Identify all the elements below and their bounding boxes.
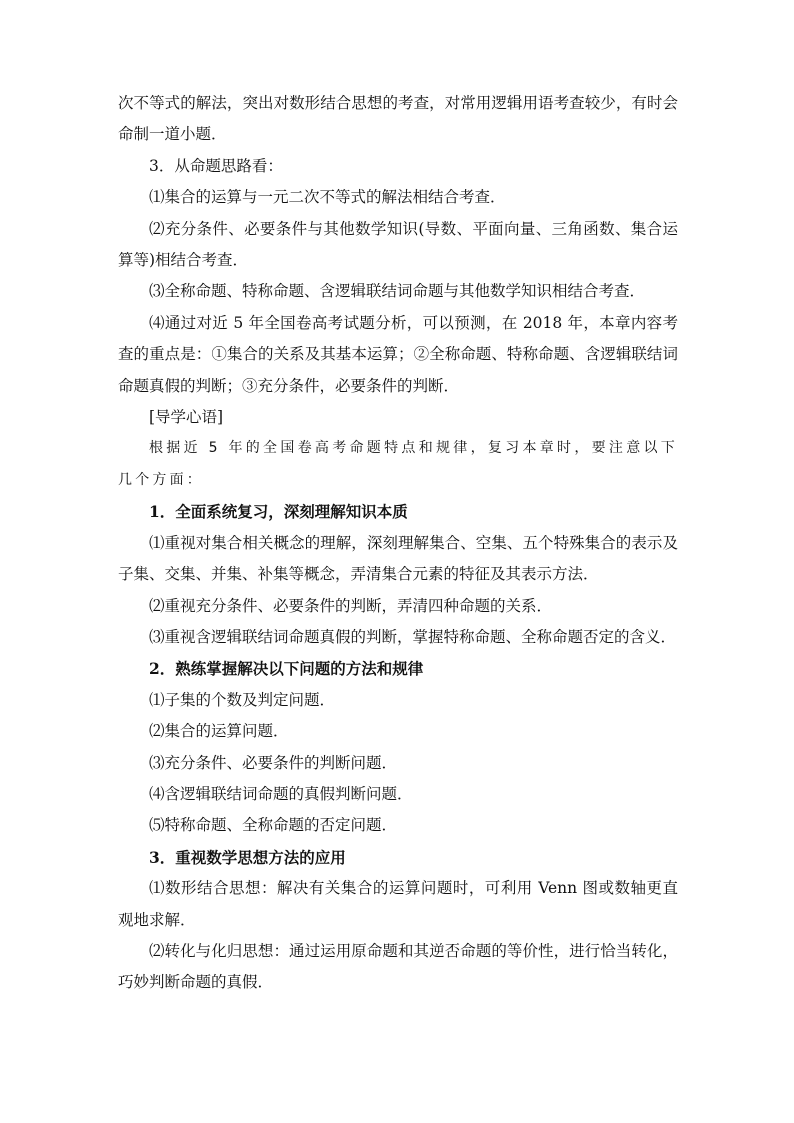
paragraph-intro-continuation: 次不等式的解法，突出对数形结合思想的考查，对常用逻辑用语考查较少，有时会命制一道小题． xyxy=(118,94,678,144)
subheading-1: 1．全面系统复习，深刻理解知识本质 xyxy=(149,502,408,522)
paragraph-1-3: ⑶重视含逻辑联结词命题真假的判断，掌握特称命题、全称命题否定的含义． xyxy=(149,627,677,646)
paragraph-2-2: ⑵集合的运算问题． xyxy=(149,722,289,741)
paragraph-1-1: ⑴重视对集合相关概念的理解，深刻理解集合、空集、五个特殊集合的表示及子集、交集、并集、补集等概念，弄清集合元素的特征及其表示方法． xyxy=(118,533,678,584)
paragraph-item-3: ⑶全称命题、特称命题、含逻辑联结词命题与其他数学知识相结合考查． xyxy=(149,282,646,301)
paragraph-2-5: ⑸特称命题、全称命题的否定问题． xyxy=(149,816,398,835)
subheading-2: 2．熟练掌握解决以下问题的方法和规律 xyxy=(149,659,424,679)
section-heading-3: 3．从命题思路看： xyxy=(149,156,283,175)
paragraph-3-1: ⑴数形结合思想：解决有关集合的运算问题时，可利用 Venn 图或数轴更直观地求解． xyxy=(118,879,678,929)
paragraph-2-1: ⑴子集的个数及判定问题． xyxy=(149,690,336,709)
paragraph-1-2: ⑵重视充分条件、必要条件的判断，弄清四种命题的关系． xyxy=(149,596,553,615)
subheading-3: 3．重视数学思想方法的应用 xyxy=(149,847,346,867)
guide-heading: [导学心语] xyxy=(149,408,224,427)
paragraph-2-3: ⑶充分条件、必要条件的判断问题． xyxy=(149,753,398,772)
document-body xyxy=(118,88,678,999)
paragraph-2-4: ⑷含逻辑联结词命题的真假判断问题． xyxy=(149,784,413,803)
paragraph-item-1: ⑴集合的运算与一元二次不等式的解法相结合考查． xyxy=(149,188,506,207)
paragraph-item-4: ⑷通过对近 5 年全国卷高考试题分析，可以预测，在 2018 年，本章内容考查的重点是：①集合的关系及其基本运算；②全称命题、特称命题、含逻辑联结词命题真假的判断；③充分条件，必要条件的判断． xyxy=(118,313,678,395)
guide-intro: 根据近 5 年的全国卷高考命题特点和规律，复习本章时，要注意以下几个方面： xyxy=(118,440,678,488)
paragraph-3-2: ⑵转化与化归思想：通过运用原命题和其逆否命题的等价性，进行恰当转化，巧妙判断命题的真假． xyxy=(118,941,678,992)
paragraph-item-2: ⑵充分条件、必要条件与其他数学知识(导数、平面向量、三角函数、集合运算等)相结合考查． xyxy=(118,219,678,270)
